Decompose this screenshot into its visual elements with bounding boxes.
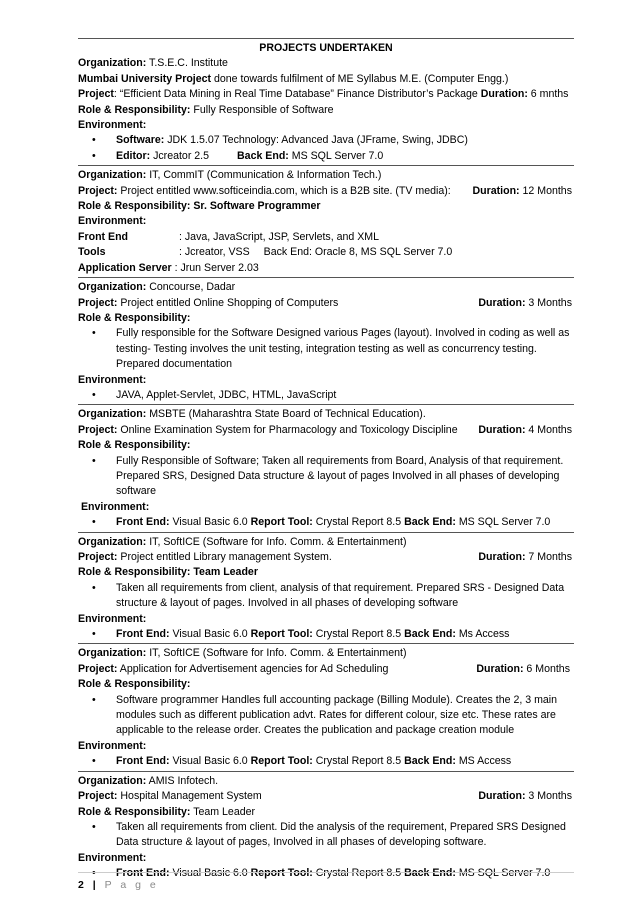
environment-label: Environment: bbox=[78, 215, 147, 228]
project-label: Project: bbox=[78, 790, 118, 803]
org-label: Organization: bbox=[78, 647, 147, 660]
duration-value: 3 Months bbox=[525, 296, 572, 309]
software-value: JDK 1.5.07 Technology: Advanced Java (JFrame, Swing, JDBC) bbox=[164, 134, 468, 147]
environment-label: Environment: bbox=[78, 119, 147, 132]
backend-label: Back End: bbox=[237, 149, 289, 162]
project-6 bbox=[78, 643, 574, 769]
reporttool-value: Crystal Report 8.5 bbox=[312, 516, 405, 529]
role-label: Role & Responsibility: Sr. Software Programmer bbox=[78, 200, 321, 213]
project-value: : “Efficient Data Mining in Real Time Database” Finance Distributor’s Package bbox=[113, 88, 481, 101]
backend-label: Back End: bbox=[404, 628, 456, 641]
org-label: Organization: bbox=[78, 281, 147, 294]
environment-label: Environment: bbox=[78, 851, 147, 864]
editor-label: Editor: bbox=[116, 149, 151, 162]
project-value: Online Examination System for Pharmacology and Toxicology Discipline bbox=[117, 423, 458, 436]
page-number: 2 bbox=[78, 879, 84, 891]
frontend-label: Front End: bbox=[116, 628, 170, 641]
role-label: Role & Responsibility: bbox=[78, 103, 191, 116]
project-value: Hospital Management System bbox=[117, 790, 262, 803]
org-label: Organization: bbox=[78, 535, 147, 548]
editor-value: Jcreator 2.5 bbox=[150, 149, 210, 162]
list-item: • Taken all requirements from client. Did the analysis of the requirement, Prepared SRS Designed Data structure & layout of pages, Involved in all phases of developing software. bbox=[78, 820, 574, 851]
project-value: Project entitled Library management System. bbox=[117, 551, 332, 563]
duration-value: 3 Months bbox=[525, 790, 572, 803]
role-value: Team Leader bbox=[190, 805, 256, 818]
org-label: Organization: bbox=[78, 169, 147, 182]
org-label: Organization: bbox=[78, 774, 147, 787]
tools-value: : Jcreator, VSS bbox=[179, 246, 250, 259]
projects-section bbox=[78, 38, 574, 882]
org-value: IT, SoftICE (Software for Info. Comm. & Entertainment) bbox=[146, 647, 407, 660]
list-item: • Taken all requirements from client, analysis of that requirement. Prepared SRS - Designed Data structure & layout of pages. Involved in all phases of developing software bbox=[78, 581, 574, 612]
duration-label: Duration: bbox=[478, 296, 526, 309]
duration-value: 4 Months bbox=[525, 423, 572, 436]
software-label: Software: bbox=[116, 134, 165, 147]
frontend-value: : Java, JavaScript, JSP, Servlets, and XML bbox=[179, 230, 379, 243]
project-1 bbox=[78, 56, 574, 164]
role-label: Role & Responsibility: bbox=[78, 805, 191, 818]
project-label: Project: bbox=[78, 551, 118, 563]
project-label: Project: bbox=[78, 184, 118, 197]
org-value: T.S.E.C. Institute bbox=[146, 57, 228, 70]
role-label: Role & Responsibility: bbox=[78, 311, 191, 324]
backend-value: Ms Access bbox=[455, 628, 510, 641]
environment-label: Environment: bbox=[78, 373, 147, 386]
org-label: Organization: bbox=[78, 57, 147, 70]
list-item: • Software programmer Handles full accounting package (Billing Module). Creates the 2, 3 main modules such as different publication advt. Rates for different colour, size etc. These rates are applicable to the release order. Creates the publication and package creation module bbox=[78, 693, 574, 739]
duration-label: Duration: bbox=[478, 790, 526, 803]
backend-value: MS SQL Server 7.0 bbox=[288, 149, 384, 162]
appserver-value: : Jrun Server 2.03 bbox=[174, 261, 259, 274]
tools-label: Tools bbox=[78, 246, 106, 259]
role-label: Role & Responsibility: Team Leader bbox=[78, 566, 258, 579]
org-value: MSBTE (Maharashtra State Board of Technical Education). bbox=[146, 408, 426, 421]
duration-label: Duration: bbox=[472, 184, 520, 197]
appserver-label: Application Server bbox=[78, 261, 172, 274]
org-value: Concourse, Dadar bbox=[146, 281, 236, 294]
reporttool-value: Crystal Report 8.5 bbox=[312, 755, 405, 768]
duration-value: 7 Months bbox=[525, 551, 572, 563]
environment-label: Environment: bbox=[78, 739, 147, 752]
reporttool-value: Crystal Report 8.5 bbox=[312, 867, 405, 880]
project-label: Project bbox=[78, 88, 114, 101]
list-item: • Fully Responsible of Software; Taken all requirements from Board, Analysis of that requirement. Prepared SRS, Designed Data structure & layout of pages Involved in all phases of developing software bbox=[78, 454, 574, 500]
list-item: • Fully responsible for the Software Designed various Pages (layout). Involved in coding as well as testing- Testing involves the unit testing, integration testing as well as concurrency testing. Prepared documentation bbox=[78, 326, 574, 372]
mu-label: Mumbai University Project bbox=[78, 72, 212, 85]
frontend-value: Visual Basic 6.0 bbox=[169, 628, 251, 641]
org-value: IT, SoftICE (Software for Info. Comm. & Entertainment) bbox=[146, 535, 407, 548]
backend-value: MS SQL Server 7.0 bbox=[455, 516, 551, 529]
org-label: Organization: bbox=[78, 408, 147, 421]
duration-label: Duration: bbox=[480, 88, 528, 101]
frontend-label: Front End bbox=[78, 230, 129, 243]
project-3 bbox=[78, 277, 574, 403]
environment-label: Environment: bbox=[80, 500, 150, 513]
role-label: Role & Responsibility: bbox=[78, 439, 191, 452]
duration-label: Duration: bbox=[478, 423, 526, 436]
project-5 bbox=[78, 532, 574, 643]
reporttool-label: Report Tool: bbox=[250, 516, 313, 529]
backend-value: MS Access bbox=[455, 755, 512, 768]
frontend-value: Visual Basic 6.0 bbox=[169, 755, 251, 768]
backend-label: Back End: bbox=[404, 755, 456, 768]
list-item bbox=[78, 515, 574, 530]
mu-value: done towards fulfilment of ME Syllabus M.E. (Computer Engg.) bbox=[211, 72, 509, 85]
backend-label: Back End: bbox=[404, 867, 456, 880]
list-item bbox=[78, 133, 574, 148]
duration-value: 6 mnths bbox=[527, 88, 569, 101]
duration-label: Duration: bbox=[476, 662, 524, 675]
environment-label: Environment: bbox=[78, 612, 147, 625]
role-value: Fully Responsible of Software bbox=[190, 103, 334, 116]
page-word: P a g e bbox=[104, 879, 159, 891]
project-value: Application for Advertisement agencies for Ad Scheduling bbox=[117, 662, 389, 675]
reporttool-label: Report Tool: bbox=[250, 755, 313, 768]
frontend-label: Front End: bbox=[116, 516, 170, 529]
project-value: Project entitled www.softiceindia.com, which is a B2B site. (TV media): bbox=[117, 184, 451, 197]
org-value: AMIS Infotech. bbox=[146, 774, 219, 787]
section-title: PROJECTS UNDERTAKEN bbox=[259, 42, 393, 54]
frontend-label: Front End: bbox=[116, 867, 170, 880]
project-2 bbox=[78, 165, 574, 276]
page-footer bbox=[78, 872, 574, 891]
org-value: IT, CommIT (Communication & Information Tech.) bbox=[146, 169, 382, 182]
list-item bbox=[78, 627, 574, 642]
reporttool-label: Report Tool: bbox=[250, 628, 313, 641]
backend-label: Back End: bbox=[404, 516, 456, 529]
page-separator: | bbox=[92, 879, 96, 891]
project-label: Project: bbox=[78, 296, 118, 309]
reporttool-value: Crystal Report 8.5 bbox=[312, 628, 405, 641]
role-label: Role & Responsibility: bbox=[78, 678, 191, 691]
project-4 bbox=[78, 404, 574, 530]
tools-backend: Back End: Oracle 8, MS SQL Server 7.0 bbox=[263, 246, 453, 259]
top-rule bbox=[78, 38, 574, 39]
reporttool-label: Report Tool: bbox=[250, 867, 313, 880]
frontend-label: Front End: bbox=[116, 755, 170, 768]
list-item bbox=[78, 149, 574, 164]
project-7 bbox=[78, 771, 574, 882]
list-item: • JAVA, Applet-Servlet, JDBC, HTML, JavaScript bbox=[78, 388, 574, 403]
duration-value: 6 Months bbox=[523, 662, 570, 675]
frontend-value: Visual Basic 6.0 bbox=[169, 867, 251, 880]
list-item bbox=[78, 754, 574, 769]
duration-label: Duration: bbox=[478, 551, 526, 563]
frontend-value: Visual Basic 6.0 bbox=[169, 516, 251, 529]
project-value: Project entitled Online Shopping of Computers bbox=[117, 296, 339, 309]
backend-value: MS SQL Server 7.0 bbox=[455, 867, 551, 880]
project-label: Project: bbox=[78, 662, 118, 675]
project-label: Project: bbox=[78, 423, 118, 436]
duration-value: 12 Months bbox=[519, 184, 572, 197]
